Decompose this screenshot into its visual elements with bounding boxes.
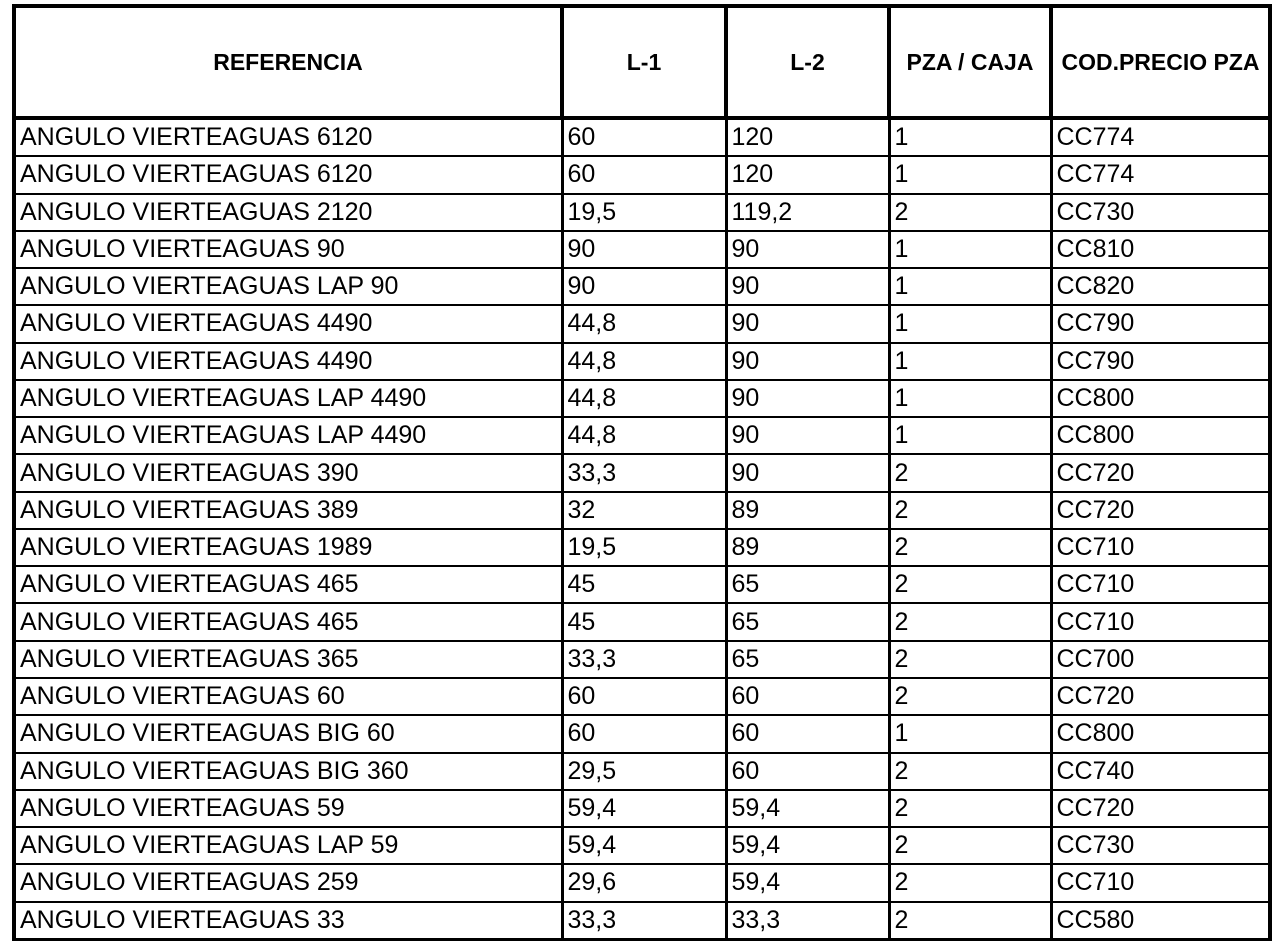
cell-l2: 33,3 [726, 902, 889, 940]
cell-cod-precio: CC800 [1051, 380, 1270, 417]
cell-l2: 120 [726, 118, 889, 156]
cell-pza-caja: 2 [889, 492, 1051, 529]
cell-l2: 90 [726, 305, 889, 342]
table-row [14, 231, 1270, 268]
table-row [14, 492, 1270, 529]
table-row [14, 305, 1270, 342]
cell-cod-precio: CC820 [1051, 268, 1270, 305]
cell-cod-precio: CC710 [1051, 864, 1270, 901]
cell-pza-caja: 2 [889, 864, 1051, 901]
cell-referencia: ANGULO VIERTEAGUAS LAP 59 [14, 827, 562, 864]
cell-l1: 29,6 [562, 864, 726, 901]
cell-l1: 90 [562, 268, 726, 305]
cell-l2: 119,2 [726, 194, 889, 231]
cell-cod-precio: CC810 [1051, 231, 1270, 268]
cell-l2: 60 [726, 753, 889, 790]
table-body [14, 118, 1270, 940]
price-table [12, 4, 1272, 941]
cell-referencia: ANGULO VIERTEAGUAS 6120 [14, 156, 562, 193]
cell-referencia: ANGULO VIERTEAGUAS LAP 90 [14, 268, 562, 305]
cell-referencia: ANGULO VIERTEAGUAS 2120 [14, 194, 562, 231]
cell-l2: 65 [726, 641, 889, 678]
table-row [14, 454, 1270, 491]
cell-l2: 60 [726, 678, 889, 715]
cell-l1: 19,5 [562, 194, 726, 231]
cell-cod-precio: CC720 [1051, 790, 1270, 827]
header-pza-caja: PZA / CAJA [889, 6, 1051, 118]
cell-l2: 90 [726, 268, 889, 305]
cell-l1: 29,5 [562, 753, 726, 790]
cell-pza-caja: 2 [889, 753, 1051, 790]
cell-pza-caja: 1 [889, 343, 1051, 380]
cell-l1: 60 [562, 678, 726, 715]
cell-cod-precio: CC710 [1051, 566, 1270, 603]
cell-l2: 90 [726, 454, 889, 491]
table-row [14, 529, 1270, 566]
cell-pza-caja: 1 [889, 305, 1051, 342]
table-row [14, 380, 1270, 417]
table-row [14, 566, 1270, 603]
table-row [14, 753, 1270, 790]
cell-l2: 90 [726, 417, 889, 454]
cell-cod-precio: CC720 [1051, 678, 1270, 715]
header-l1: L-1 [562, 6, 726, 118]
header-referencia: REFERENCIA [14, 6, 562, 118]
cell-l1: 33,3 [562, 902, 726, 940]
cell-pza-caja: 1 [889, 715, 1051, 752]
cell-pza-caja: 1 [889, 417, 1051, 454]
cell-referencia: ANGULO VIERTEAGUAS 390 [14, 454, 562, 491]
cell-l2: 89 [726, 492, 889, 529]
cell-l1: 45 [562, 603, 726, 640]
cell-l2: 59,4 [726, 827, 889, 864]
cell-l1: 59,4 [562, 790, 726, 827]
cell-l1: 44,8 [562, 305, 726, 342]
cell-pza-caja: 2 [889, 566, 1051, 603]
table-row [14, 156, 1270, 193]
cell-referencia: ANGULO VIERTEAGUAS 465 [14, 603, 562, 640]
cell-cod-precio: CC740 [1051, 753, 1270, 790]
cell-l2: 65 [726, 603, 889, 640]
cell-referencia: ANGULO VIERTEAGUAS 60 [14, 678, 562, 715]
cell-pza-caja: 1 [889, 231, 1051, 268]
cell-cod-precio: CC790 [1051, 305, 1270, 342]
cell-cod-precio: CC800 [1051, 417, 1270, 454]
cell-cod-precio: CC580 [1051, 902, 1270, 940]
cell-l1: 60 [562, 715, 726, 752]
cell-l1: 60 [562, 118, 726, 156]
cell-pza-caja: 1 [889, 380, 1051, 417]
cell-referencia: ANGULO VIERTEAGUAS LAP 4490 [14, 417, 562, 454]
cell-cod-precio: CC774 [1051, 156, 1270, 193]
cell-referencia: ANGULO VIERTEAGUAS 4490 [14, 305, 562, 342]
cell-l1: 59,4 [562, 827, 726, 864]
cell-referencia: ANGULO VIERTEAGUAS 465 [14, 566, 562, 603]
cell-l2: 120 [726, 156, 889, 193]
cell-l2: 60 [726, 715, 889, 752]
table-row [14, 790, 1270, 827]
cell-pza-caja: 2 [889, 827, 1051, 864]
cell-cod-precio: CC720 [1051, 454, 1270, 491]
cell-pza-caja: 1 [889, 118, 1051, 156]
cell-l1: 44,8 [562, 380, 726, 417]
table-row [14, 118, 1270, 156]
cell-cod-precio: CC710 [1051, 603, 1270, 640]
cell-pza-caja: 1 [889, 156, 1051, 193]
table-row [14, 715, 1270, 752]
cell-cod-precio: CC700 [1051, 641, 1270, 678]
cell-referencia: ANGULO VIERTEAGUAS 33 [14, 902, 562, 940]
header-row [14, 6, 1270, 118]
table-row [14, 864, 1270, 901]
cell-referencia: ANGULO VIERTEAGUAS LAP 4490 [14, 380, 562, 417]
cell-cod-precio: CC790 [1051, 343, 1270, 380]
table-row [14, 902, 1270, 940]
cell-l1: 44,8 [562, 417, 726, 454]
cell-l2: 89 [726, 529, 889, 566]
cell-cod-precio: CC710 [1051, 529, 1270, 566]
cell-referencia: ANGULO VIERTEAGUAS 389 [14, 492, 562, 529]
cell-pza-caja: 2 [889, 641, 1051, 678]
cell-l1: 33,3 [562, 641, 726, 678]
cell-referencia: ANGULO VIERTEAGUAS 365 [14, 641, 562, 678]
cell-pza-caja: 2 [889, 454, 1051, 491]
cell-pza-caja: 2 [889, 790, 1051, 827]
cell-l2: 90 [726, 231, 889, 268]
cell-l2: 90 [726, 380, 889, 417]
cell-l2: 90 [726, 343, 889, 380]
cell-referencia: ANGULO VIERTEAGUAS 1989 [14, 529, 562, 566]
cell-l2: 59,4 [726, 864, 889, 901]
cell-l1: 19,5 [562, 529, 726, 566]
cell-pza-caja: 2 [889, 603, 1051, 640]
cell-cod-precio: CC720 [1051, 492, 1270, 529]
cell-l2: 65 [726, 566, 889, 603]
table-row [14, 678, 1270, 715]
cell-l1: 32 [562, 492, 726, 529]
cell-referencia: ANGULO VIERTEAGUAS 259 [14, 864, 562, 901]
cell-pza-caja: 2 [889, 902, 1051, 940]
cell-cod-precio: CC730 [1051, 194, 1270, 231]
table-row [14, 417, 1270, 454]
cell-referencia: ANGULO VIERTEAGUAS 6120 [14, 118, 562, 156]
table-row [14, 194, 1270, 231]
cell-l1: 60 [562, 156, 726, 193]
table-row [14, 827, 1270, 864]
cell-referencia: ANGULO VIERTEAGUAS 4490 [14, 343, 562, 380]
cell-l1: 90 [562, 231, 726, 268]
cell-pza-caja: 1 [889, 268, 1051, 305]
cell-l2: 59,4 [726, 790, 889, 827]
table-row [14, 641, 1270, 678]
cell-l1: 44,8 [562, 343, 726, 380]
table-row [14, 268, 1270, 305]
cell-pza-caja: 2 [889, 529, 1051, 566]
cell-cod-precio: CC730 [1051, 827, 1270, 864]
cell-referencia: ANGULO VIERTEAGUAS BIG 360 [14, 753, 562, 790]
cell-pza-caja: 2 [889, 678, 1051, 715]
cell-pza-caja: 2 [889, 194, 1051, 231]
cell-cod-precio: CC774 [1051, 118, 1270, 156]
cell-referencia: ANGULO VIERTEAGUAS BIG 60 [14, 715, 562, 752]
cell-l1: 45 [562, 566, 726, 603]
header-cod-precio: COD.PRECIO PZA [1051, 6, 1270, 118]
cell-referencia: ANGULO VIERTEAGUAS 59 [14, 790, 562, 827]
cell-l1: 33,3 [562, 454, 726, 491]
cell-cod-precio: CC800 [1051, 715, 1270, 752]
table-row [14, 343, 1270, 380]
table-row [14, 603, 1270, 640]
header-l2: L-2 [726, 6, 889, 118]
cell-referencia: ANGULO VIERTEAGUAS 90 [14, 231, 562, 268]
